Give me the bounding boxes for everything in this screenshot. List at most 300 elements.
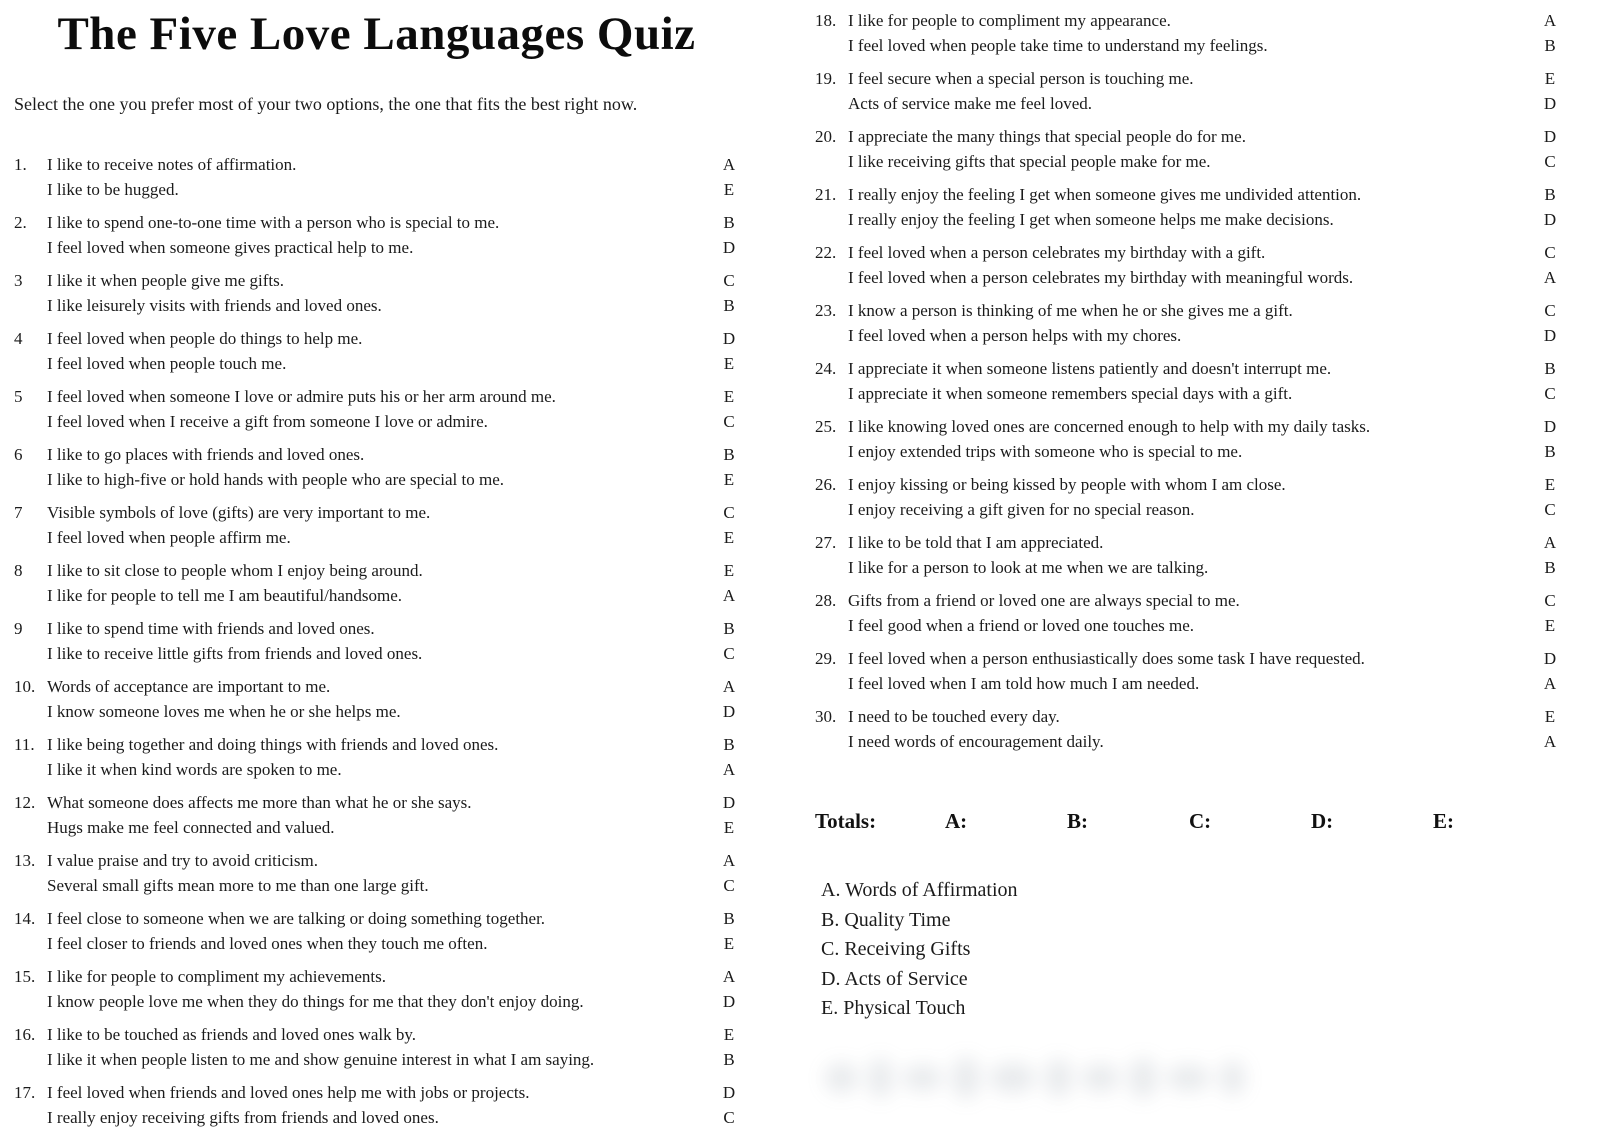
question-option bbox=[848, 555, 1560, 580]
question-option bbox=[47, 409, 739, 434]
question-option bbox=[848, 265, 1560, 290]
question-number: 6 bbox=[14, 445, 23, 464]
option-text: I really enjoy the feeling I get when someone gives me undivided attention. bbox=[848, 185, 1362, 204]
legend-list bbox=[821, 876, 1560, 1024]
question-item bbox=[14, 268, 739, 318]
watermark-blob bbox=[1167, 1065, 1209, 1091]
totals-category: B: bbox=[1067, 809, 1088, 833]
option-letter: B bbox=[723, 213, 735, 232]
question-item bbox=[14, 500, 739, 550]
question-item bbox=[14, 616, 739, 666]
question-options bbox=[848, 240, 1560, 290]
watermark-blob bbox=[1129, 1058, 1158, 1098]
option-letter: A bbox=[722, 586, 736, 605]
question-item bbox=[14, 732, 739, 782]
option-text: I feel good when a friend or loved one touches me. bbox=[848, 616, 1195, 635]
option-text: I feel loved when people affirm me. bbox=[47, 528, 291, 547]
option-letter: C bbox=[723, 503, 735, 522]
question-options bbox=[47, 1080, 739, 1130]
question-option bbox=[848, 671, 1560, 696]
question-item bbox=[815, 66, 1560, 116]
option-text: I like it when people listen to me and show genuine interest in what I am saying. bbox=[47, 1050, 595, 1069]
question-option bbox=[848, 530, 1560, 555]
option-text: I need words of encouragement daily. bbox=[848, 732, 1104, 751]
option-text: What someone does affects me more than what he or she says. bbox=[47, 793, 472, 812]
option-text: I enjoy receiving a gift given for no special reason. bbox=[848, 500, 1195, 519]
question-options bbox=[47, 790, 739, 840]
option-text: Gifts from a friend or loved one are always special to me. bbox=[848, 591, 1240, 610]
option-letter: E bbox=[1544, 475, 1556, 494]
option-letter: A bbox=[722, 760, 736, 779]
option-letter: C bbox=[723, 1108, 735, 1127]
question-options bbox=[848, 414, 1560, 464]
question-option bbox=[47, 500, 739, 525]
question-number: 16. bbox=[14, 1025, 36, 1044]
question-number: 2. bbox=[14, 213, 27, 232]
question-options bbox=[848, 530, 1560, 580]
option-letter: E bbox=[723, 354, 735, 373]
question-number: 5 bbox=[14, 387, 23, 406]
option-text: Hugs make me feel connected and valued. bbox=[47, 818, 335, 837]
option-letter: D bbox=[722, 238, 736, 257]
left-column bbox=[14, 0, 739, 1138]
question-option bbox=[47, 616, 739, 641]
option-text: I like to high-five or hold hands with people who are special to me. bbox=[47, 470, 504, 489]
question-options bbox=[47, 152, 739, 202]
question-option bbox=[47, 583, 739, 608]
instructions-text: Select the one you prefer most of your two options, the one that fits the best right now. bbox=[14, 94, 638, 114]
option-text: I feel loved when a person helps with my chores. bbox=[848, 326, 1182, 345]
question-options bbox=[47, 906, 739, 956]
option-letter: B bbox=[1544, 442, 1556, 461]
option-text: I really enjoy the feeling I get when someone helps me make decisions. bbox=[848, 210, 1334, 229]
question-item bbox=[14, 906, 739, 956]
option-letter: A bbox=[722, 967, 736, 986]
question-item bbox=[815, 240, 1560, 290]
question-options bbox=[848, 66, 1560, 116]
option-text: I know someone loves me when he or she helps me. bbox=[47, 702, 401, 721]
option-letter: D bbox=[722, 793, 736, 812]
option-letter: D bbox=[722, 329, 736, 348]
option-text: I feel loved when someone gives practical help to me. bbox=[47, 238, 414, 257]
question-item bbox=[14, 790, 739, 840]
question-number: 25. bbox=[815, 417, 837, 436]
question-options bbox=[47, 1022, 739, 1072]
question-number: 12. bbox=[14, 793, 36, 812]
option-letter: D bbox=[722, 1083, 736, 1102]
question-option bbox=[848, 613, 1560, 638]
option-letter: B bbox=[1544, 558, 1556, 577]
option-letter: B bbox=[723, 1050, 735, 1069]
question-option bbox=[47, 1080, 739, 1105]
question-item bbox=[14, 674, 739, 724]
question-number: 1. bbox=[14, 155, 27, 174]
question-option bbox=[47, 351, 739, 376]
watermark-blob bbox=[1045, 1059, 1072, 1097]
option-text: I like to receive notes of affirmation. bbox=[47, 155, 297, 174]
option-text: I feel loved when someone I love or admire puts his or her arm around me. bbox=[47, 387, 556, 406]
question-number: 26. bbox=[815, 475, 837, 494]
question-option bbox=[848, 8, 1560, 33]
option-text: I like to be touched as friends and loved ones walk by. bbox=[47, 1025, 417, 1044]
option-letter: E bbox=[723, 934, 735, 953]
question-option bbox=[848, 323, 1560, 348]
question-number: 27. bbox=[815, 533, 837, 552]
option-letter: E bbox=[723, 180, 735, 199]
question-option bbox=[47, 1022, 739, 1047]
option-text: I feel close to someone when we are talking or doing something together. bbox=[47, 909, 546, 928]
question-options bbox=[47, 964, 739, 1014]
question-number: 19. bbox=[815, 69, 837, 88]
option-text: Several small gifts mean more to me than one large gift. bbox=[47, 876, 429, 895]
watermark-blob bbox=[990, 1063, 1034, 1093]
question-item bbox=[14, 964, 739, 1014]
option-letter: C bbox=[1544, 384, 1556, 403]
option-letter: E bbox=[723, 528, 735, 547]
option-letter: C bbox=[1544, 591, 1556, 610]
question-number: 14. bbox=[14, 909, 36, 928]
totals-label: Totals: bbox=[815, 809, 877, 833]
question-number: 30. bbox=[815, 707, 837, 726]
question-option bbox=[848, 381, 1560, 406]
question-options bbox=[47, 848, 739, 898]
question-number: 10. bbox=[14, 677, 36, 696]
option-text: I like being together and doing things with friends and loved ones. bbox=[47, 735, 499, 754]
question-item bbox=[815, 472, 1560, 522]
question-option bbox=[848, 240, 1560, 265]
question-options bbox=[47, 384, 739, 434]
question-options bbox=[47, 558, 739, 608]
question-option bbox=[47, 815, 739, 840]
option-text: I appreciate it when someone listens patiently and doesn't interrupt me. bbox=[848, 359, 1332, 378]
totals-category: C: bbox=[1189, 809, 1212, 833]
totals-categories bbox=[945, 809, 1555, 834]
question-number: 28. bbox=[815, 591, 837, 610]
question-option bbox=[47, 906, 739, 931]
question-option bbox=[47, 1105, 739, 1130]
watermark-blob bbox=[1082, 1064, 1119, 1092]
option-text: I need to be touched every day. bbox=[848, 707, 1060, 726]
question-number: 8 bbox=[14, 561, 23, 580]
blurred-watermark bbox=[825, 1046, 1245, 1110]
option-text: I like to spend one-to-one time with a person who is special to me. bbox=[47, 213, 500, 232]
option-letter: A bbox=[1543, 674, 1557, 693]
option-text: I enjoy kissing or being kissed by people with whom I am close. bbox=[848, 475, 1286, 494]
watermark-blob bbox=[903, 1065, 942, 1091]
option-text: I feel loved when people touch me. bbox=[47, 354, 287, 373]
option-text: I feel loved when I receive a gift from someone I love or admire. bbox=[47, 412, 488, 431]
option-letter: E bbox=[723, 387, 735, 406]
question-option bbox=[47, 1047, 739, 1072]
question-options bbox=[47, 732, 739, 782]
option-text: I know a person is thinking of me when he or she gives me a gift. bbox=[848, 301, 1293, 320]
question-option bbox=[848, 704, 1560, 729]
option-letter: A bbox=[1543, 732, 1557, 751]
totals-category: A: bbox=[945, 809, 968, 833]
question-item bbox=[14, 1022, 739, 1072]
option-text: I feel loved when people do things to help me. bbox=[47, 329, 363, 348]
option-text: I like for people to tell me I am beautiful/handsome. bbox=[47, 586, 402, 605]
question-options bbox=[848, 124, 1560, 174]
question-option bbox=[47, 293, 739, 318]
question-item bbox=[14, 384, 739, 434]
option-letter: A bbox=[722, 851, 736, 870]
question-option bbox=[47, 674, 739, 699]
question-options bbox=[47, 442, 739, 492]
option-letter: C bbox=[723, 876, 735, 895]
option-letter: D bbox=[722, 992, 736, 1011]
question-option bbox=[848, 298, 1560, 323]
option-text: I like to be hugged. bbox=[47, 180, 179, 199]
question-number: 17. bbox=[14, 1083, 36, 1102]
question-item bbox=[14, 326, 739, 376]
option-letter: B bbox=[1544, 359, 1556, 378]
question-item bbox=[14, 558, 739, 608]
question-option bbox=[47, 848, 739, 873]
option-letter: C bbox=[1544, 152, 1556, 171]
option-letter: E bbox=[1544, 69, 1556, 88]
question-number: 24. bbox=[815, 359, 837, 378]
question-number: 20. bbox=[815, 127, 837, 146]
question-number: 15. bbox=[14, 967, 36, 986]
question-option bbox=[47, 384, 739, 409]
question-options bbox=[47, 616, 739, 666]
question-option bbox=[848, 182, 1560, 207]
question-number: 22. bbox=[815, 243, 837, 262]
question-option bbox=[47, 268, 739, 293]
option-text: I like it when people give me gifts. bbox=[47, 271, 284, 290]
option-text: I know people love me when they do things for me that they don't enjoy doing. bbox=[47, 992, 584, 1011]
question-number: 4 bbox=[14, 329, 23, 348]
question-option bbox=[47, 641, 739, 666]
option-text: I like knowing loved ones are concerned enough to help with my daily tasks. bbox=[848, 417, 1371, 436]
watermark-blob bbox=[825, 1063, 858, 1093]
option-text: I like it when kind words are spoken to me. bbox=[47, 760, 342, 779]
option-letter: D bbox=[1543, 94, 1557, 113]
question-options bbox=[848, 298, 1560, 348]
option-letter: A bbox=[1543, 11, 1557, 30]
question-options bbox=[848, 472, 1560, 522]
question-option bbox=[848, 588, 1560, 613]
question-options bbox=[848, 588, 1560, 638]
option-text: I like for a person to look at me when we are talking. bbox=[848, 558, 1209, 577]
question-number: 3 bbox=[14, 271, 23, 290]
legend-item: D. Acts of Service bbox=[821, 967, 968, 990]
question-option bbox=[848, 33, 1560, 58]
option-letter: C bbox=[723, 644, 735, 663]
watermark-blob bbox=[868, 1058, 893, 1098]
question-option bbox=[47, 964, 739, 989]
option-letter: C bbox=[1544, 500, 1556, 519]
question-options bbox=[47, 326, 739, 376]
question-option bbox=[47, 558, 739, 583]
option-text: I feel loved when a person celebrates my birthday with meaningful words. bbox=[848, 268, 1354, 287]
question-option bbox=[47, 790, 739, 815]
questions-list-left bbox=[14, 152, 739, 1130]
option-text: I really enjoy receiving gifts from friends and loved ones. bbox=[47, 1108, 439, 1127]
option-letter: C bbox=[1544, 243, 1556, 262]
question-number: 18. bbox=[815, 11, 837, 30]
option-letter: A bbox=[722, 677, 736, 696]
option-letter: B bbox=[723, 445, 735, 464]
option-text: I like leisurely visits with friends and loved ones. bbox=[47, 296, 382, 315]
page-title: The Five Love Languages Quiz bbox=[57, 8, 696, 60]
option-text: I like to spend time with friends and loved ones. bbox=[47, 619, 375, 638]
option-letter: D bbox=[1543, 326, 1557, 345]
question-option bbox=[848, 356, 1560, 381]
question-option bbox=[848, 497, 1560, 522]
legend-item: E. Physical Touch bbox=[821, 997, 966, 1019]
question-item bbox=[815, 588, 1560, 638]
option-text: I feel secure when a special person is touching me. bbox=[848, 69, 1194, 88]
option-text: I like to sit close to people whom I enjoy being around. bbox=[47, 561, 423, 580]
question-option bbox=[47, 467, 739, 492]
option-text: I like receiving gifts that special people make for me. bbox=[848, 152, 1211, 171]
option-text: I feel loved when people take time to understand my feelings. bbox=[848, 36, 1268, 55]
option-letter: C bbox=[723, 271, 735, 290]
question-number: 23. bbox=[815, 301, 837, 320]
question-options bbox=[47, 674, 739, 724]
option-text: Visible symbols of love (gifts) are very important to me. bbox=[47, 503, 431, 522]
legend-item: B. Quality Time bbox=[821, 908, 951, 931]
option-letter: B bbox=[723, 909, 735, 928]
option-letter: D bbox=[722, 702, 736, 721]
option-letter: D bbox=[1543, 210, 1557, 229]
watermark-blob bbox=[1220, 1061, 1245, 1095]
question-options bbox=[848, 704, 1560, 754]
watermark-blob bbox=[952, 1057, 981, 1099]
question-number: 21. bbox=[815, 185, 837, 204]
option-text: I feel loved when a person enthusiastically does some task I have requested. bbox=[848, 649, 1365, 668]
question-number: 29. bbox=[815, 649, 837, 668]
question-option bbox=[47, 326, 739, 351]
legend-item: C. Receiving Gifts bbox=[821, 938, 971, 960]
option-letter: B bbox=[723, 619, 735, 638]
question-options bbox=[47, 268, 739, 318]
question-option bbox=[47, 931, 739, 956]
option-text: I like to receive little gifts from friends and loved ones. bbox=[47, 644, 423, 663]
question-options bbox=[848, 8, 1560, 58]
option-text: I like to go places with friends and loved ones. bbox=[47, 445, 365, 464]
question-option bbox=[47, 442, 739, 467]
option-letter: E bbox=[1544, 707, 1556, 726]
question-option bbox=[848, 439, 1560, 464]
question-option bbox=[47, 989, 739, 1014]
option-letter: B bbox=[1544, 185, 1556, 204]
option-text: I feel loved when I am told how much I am needed. bbox=[848, 674, 1200, 693]
option-text: I like to be told that I am appreciated. bbox=[848, 533, 1104, 552]
option-text: Words of acceptance are important to me. bbox=[47, 677, 331, 696]
question-item bbox=[14, 152, 739, 202]
option-text: I enjoy extended trips with someone who is special to me. bbox=[848, 442, 1243, 461]
option-text: I appreciate the many things that special people do for me. bbox=[848, 127, 1246, 146]
question-item bbox=[815, 356, 1560, 406]
question-option bbox=[848, 91, 1560, 116]
option-letter: A bbox=[1543, 533, 1557, 552]
option-text: I feel loved when a person celebrates my birthday with a gift. bbox=[848, 243, 1266, 262]
option-text: I value praise and try to avoid criticism. bbox=[47, 851, 318, 870]
question-item bbox=[815, 182, 1560, 232]
question-item bbox=[815, 298, 1560, 348]
option-text: Acts of service make me feel loved. bbox=[848, 94, 1093, 113]
question-option bbox=[47, 699, 739, 724]
option-letter: B bbox=[723, 735, 735, 754]
question-options bbox=[848, 182, 1560, 232]
question-item bbox=[815, 8, 1560, 58]
question-option bbox=[848, 414, 1560, 439]
option-letter: B bbox=[723, 296, 735, 315]
option-letter: C bbox=[1544, 301, 1556, 320]
option-text: I feel closer to friends and loved ones when they touch me often. bbox=[47, 934, 488, 953]
legend-item: A. Words of Affirmation bbox=[821, 879, 1018, 901]
question-item bbox=[815, 646, 1560, 696]
question-option bbox=[47, 177, 739, 202]
question-options bbox=[848, 356, 1560, 406]
question-item bbox=[14, 210, 739, 260]
right-column bbox=[815, 0, 1560, 1110]
option-letter: A bbox=[722, 155, 736, 174]
option-letter: D bbox=[1543, 649, 1557, 668]
question-option bbox=[848, 207, 1560, 232]
option-letter: D bbox=[1543, 417, 1557, 436]
question-number: 7 bbox=[14, 503, 23, 522]
question-options bbox=[848, 646, 1560, 696]
totals-row bbox=[815, 809, 1560, 834]
question-option bbox=[848, 646, 1560, 671]
question-number: 11. bbox=[14, 735, 35, 754]
question-item bbox=[14, 1080, 739, 1130]
question-option bbox=[848, 124, 1560, 149]
question-option bbox=[47, 757, 739, 782]
totals-category: E: bbox=[1433, 809, 1454, 833]
question-option bbox=[848, 729, 1560, 754]
option-letter: E bbox=[1544, 616, 1556, 635]
question-option bbox=[47, 873, 739, 898]
question-option bbox=[47, 732, 739, 757]
question-item bbox=[14, 442, 739, 492]
question-option bbox=[848, 472, 1560, 497]
option-text: I like for people to compliment my achievements. bbox=[47, 967, 386, 986]
totals-category: D: bbox=[1311, 809, 1334, 833]
question-options bbox=[47, 500, 739, 550]
question-option bbox=[47, 152, 739, 177]
option-letter: D bbox=[1543, 127, 1557, 146]
option-letter: E bbox=[723, 561, 735, 580]
question-options bbox=[47, 210, 739, 260]
option-text: I feel loved when friends and loved ones help me with jobs or projects. bbox=[47, 1083, 530, 1102]
question-option bbox=[848, 66, 1560, 91]
option-letter: A bbox=[1543, 268, 1557, 287]
question-option bbox=[47, 210, 739, 235]
question-option bbox=[47, 235, 739, 260]
option-text: I appreciate it when someone remembers special days with a gift. bbox=[848, 384, 1293, 403]
option-letter: E bbox=[723, 1025, 735, 1044]
question-item bbox=[815, 530, 1560, 580]
question-number: 13. bbox=[14, 851, 36, 870]
option-letter: E bbox=[723, 470, 735, 489]
option-letter: B bbox=[1544, 36, 1556, 55]
option-letter: C bbox=[723, 412, 735, 431]
question-item bbox=[14, 848, 739, 898]
question-number: 9 bbox=[14, 619, 23, 638]
option-text: I like for people to compliment my appearance. bbox=[848, 11, 1171, 30]
question-option bbox=[848, 149, 1560, 174]
questions-list-right bbox=[815, 8, 1560, 754]
option-letter: E bbox=[723, 818, 735, 837]
question-item bbox=[815, 704, 1560, 754]
question-option bbox=[47, 525, 739, 550]
question-item bbox=[815, 124, 1560, 174]
